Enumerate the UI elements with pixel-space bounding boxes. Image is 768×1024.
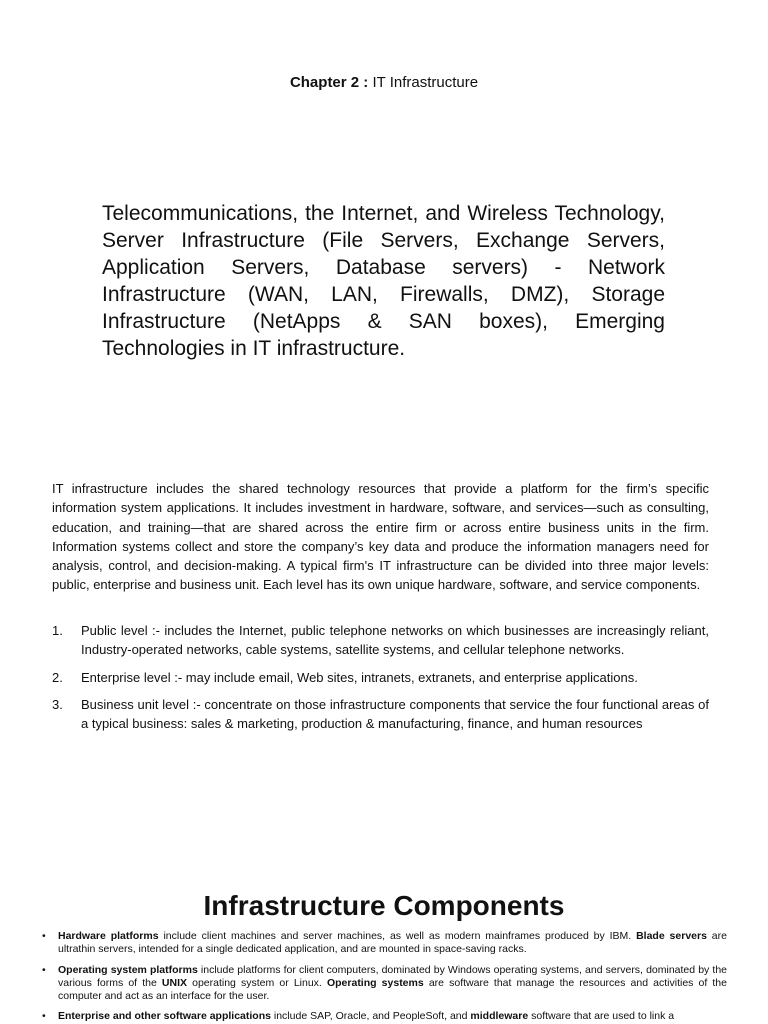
bold-term: Hardware platforms	[58, 930, 159, 942]
intro-paragraph: IT infrastructure includes the shared technology resources that provide a platform for the firm’s specific information system applications. It includes investment in hardware, software, and services—such as consulting, education, and training—that are shared across the entire firm or across entire business units in the firm. Information systems collect and store the company’s key data and produce the information managers need for analysis, control, and decision-making. A typical firm's IT infrastructure can be divided into three major levels: public, enterprise and business unit. Each level has its own unique hardware, software, and service components.	[52, 481, 709, 593]
list-item	[40, 930, 727, 957]
list-item	[40, 964, 727, 1004]
chapter-label: Chapter 2 :	[289, 74, 369, 91]
slide-components	[0, 860, 768, 1024]
body-text: include client machines and server machines, as well as modern mainframes produced by IBM.	[158, 930, 637, 942]
bullet-icon: •	[42, 1010, 46, 1023]
bold-term: Enterprise and other software applications	[58, 1010, 271, 1023]
chapter-title	[0, 74, 768, 91]
bold-term: Blade servers	[636, 930, 707, 942]
list-text: Business unit level :- concentrate on those infrastructure components that service the four functional areas of a typical business: sales & marketing, production & manufacturing, finance, and human resources	[81, 696, 709, 732]
bullet-icon: •	[42, 963, 46, 976]
list-item	[52, 695, 709, 734]
body-text: software that are used to link a	[528, 1010, 675, 1023]
list-text: Public level :- includes the Internet, public telephone networks on which businesses are increasingly reliant, Industry-operated networks, cable systems, satellite systems, and cellular telephone networks.	[81, 623, 709, 658]
components-title: Infrastructure Components	[203, 890, 565, 921]
bold-term: UNIX	[161, 976, 187, 989]
body-text: operating system or Linux.	[187, 976, 327, 989]
body-text: are ultrathin servers, intended for a single dedicated application, and are mounted in space-saving racks.	[58, 930, 727, 956]
levels-list	[52, 621, 709, 741]
slide-overview	[0, 440, 768, 820]
body-text: include SAP, Oracle, and PeopleSoft, and	[270, 1010, 471, 1023]
bold-term: Operating system platforms	[58, 963, 198, 976]
chapter-topics: Telecommunications, the Internet, and Wireless Technology, Server Infrastructure (File Servers, Exchange Servers, Application Servers, Database servers) - Network Infrastructure (WAN, LAN, Firewalls, DMZ), Storage Infrastructure (NetApps & SAN boxes), Emerging Technologies in IT infrastructure.	[102, 202, 665, 360]
list-text: Enterprise level :- may include email, Web sites, intranets, extranets, and enterprise applications.	[81, 669, 638, 685]
bullet-icon: •	[42, 930, 46, 942]
list-number: 3.	[52, 696, 63, 712]
components-list	[40, 930, 727, 1024]
list-number: 1.	[52, 623, 63, 638]
list-item	[52, 668, 709, 687]
bold-term: middleware	[470, 1010, 529, 1023]
slide-title	[0, 0, 768, 440]
list-item	[40, 1010, 727, 1023]
list-item	[52, 621, 709, 660]
list-number: 2.	[52, 669, 63, 685]
bold-term: Operating systems	[326, 976, 424, 989]
body-text: are software that manage the resources and activities of the computer and act as an interface for the user.	[58, 976, 727, 1003]
body-text: include platforms for client computers, dominated by Windows operating systems, and servers, dominated by the various forms of the	[58, 963, 728, 989]
chapter-name: IT Infrastructure	[372, 74, 479, 91]
